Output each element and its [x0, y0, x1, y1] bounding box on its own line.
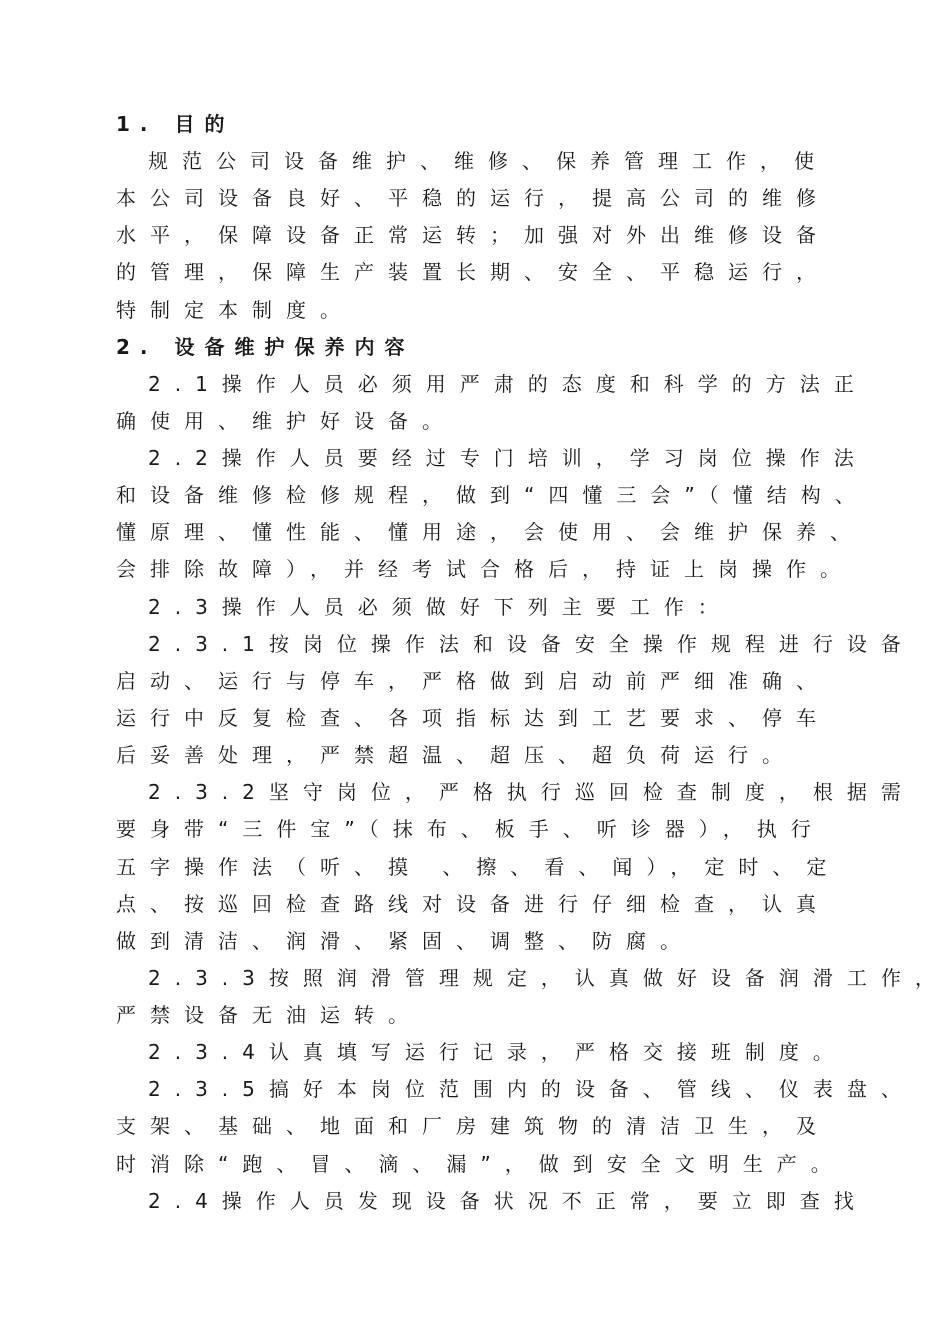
paragraph-line: 后妥善处理，严禁超温、超压、超负荷运行。 — [116, 743, 796, 767]
paragraph-line: 2.3.4认真填写运行记录，严格交接班制度。 — [148, 1040, 847, 1064]
paragraph-line: 2.3操作人员必须做好下列主要工作： — [148, 595, 732, 619]
paragraph-line: 2.3.3按照润滑管理规定，认真做好设备润滑工作， — [148, 966, 949, 990]
paragraph-line: 确使用、维护好设备。 — [116, 409, 456, 433]
paragraph-line: 规范公司设备维护、维修、保养管理工作，使 — [148, 149, 828, 173]
paragraph-line: 和设备维修检修规程，做到“四懂三会”（懂结构、 — [116, 483, 869, 507]
paragraph-line: 严禁设备无油运转。 — [116, 1003, 422, 1027]
paragraph-line: 本公司设备良好、平稳的运行，提高公司的维修 — [116, 186, 830, 210]
paragraph-line: 特制定本制度。 — [116, 298, 354, 322]
paragraph-line: 2.2操作人员要经过专门培训，学习岗位操作法 — [148, 446, 868, 470]
paragraph-line: 要身带“三件宝”（抹布、板手、听诊器），执行 — [116, 817, 825, 841]
paragraph-line: 五字操作法（听、摸 、擦、看、闻），定时、定 — [116, 855, 841, 879]
paragraph-line: 点、按巡回检查路线对设备进行仔细检查，认真 — [116, 892, 830, 916]
paragraph-line: 时消除“跑、冒、滴、漏”，做到安全文明生产。 — [116, 1152, 845, 1176]
paragraph-line: 会排除故障），并经考试合格后，持证上岗操作。 — [116, 557, 854, 581]
paragraph-line: 启动、运行与停车，严格做到启动前严细准确、 — [116, 669, 830, 693]
paragraph-line: 懂原理、懂性能、懂用途，会使用、会维护保养、 — [116, 520, 864, 544]
section-heading-purpose: 1. 目的 — [116, 112, 235, 136]
paragraph-line: 水平，保障设备正常运转；加强对外出维修设备 — [116, 223, 830, 247]
paragraph-line: 运行中反复检查、各项指标达到工艺要求、停车 — [116, 706, 830, 730]
paragraph-line: 2.3.1按岗位操作法和设备安全操作规程进行设备 — [148, 632, 915, 656]
paragraph-line: 2.3.5搞好本岗位范围内的设备、管线、仪表盘、 — [148, 1077, 915, 1101]
paragraph-line: 2.4操作人员发现设备状况不正常，要立即查找 — [148, 1189, 868, 1213]
paragraph-line: 支架、基础、地面和厂房建筑物的清洁卫生，及 — [116, 1114, 830, 1138]
paragraph-line: 2.3.2坚守岗位，严格执行巡回检查制度，根据需 — [148, 780, 915, 804]
paragraph-line: 的管理，保障生产装置长期、安全、平稳运行， — [116, 260, 830, 284]
paragraph-line: 2.1操作人员必须用严肃的态度和科学的方法正 — [148, 372, 868, 396]
section-heading-maintenance: 2. 设备维护保养内容 — [116, 335, 415, 359]
paragraph-line: 做到清洁、润滑、紧固、调整、防腐。 — [116, 929, 694, 953]
